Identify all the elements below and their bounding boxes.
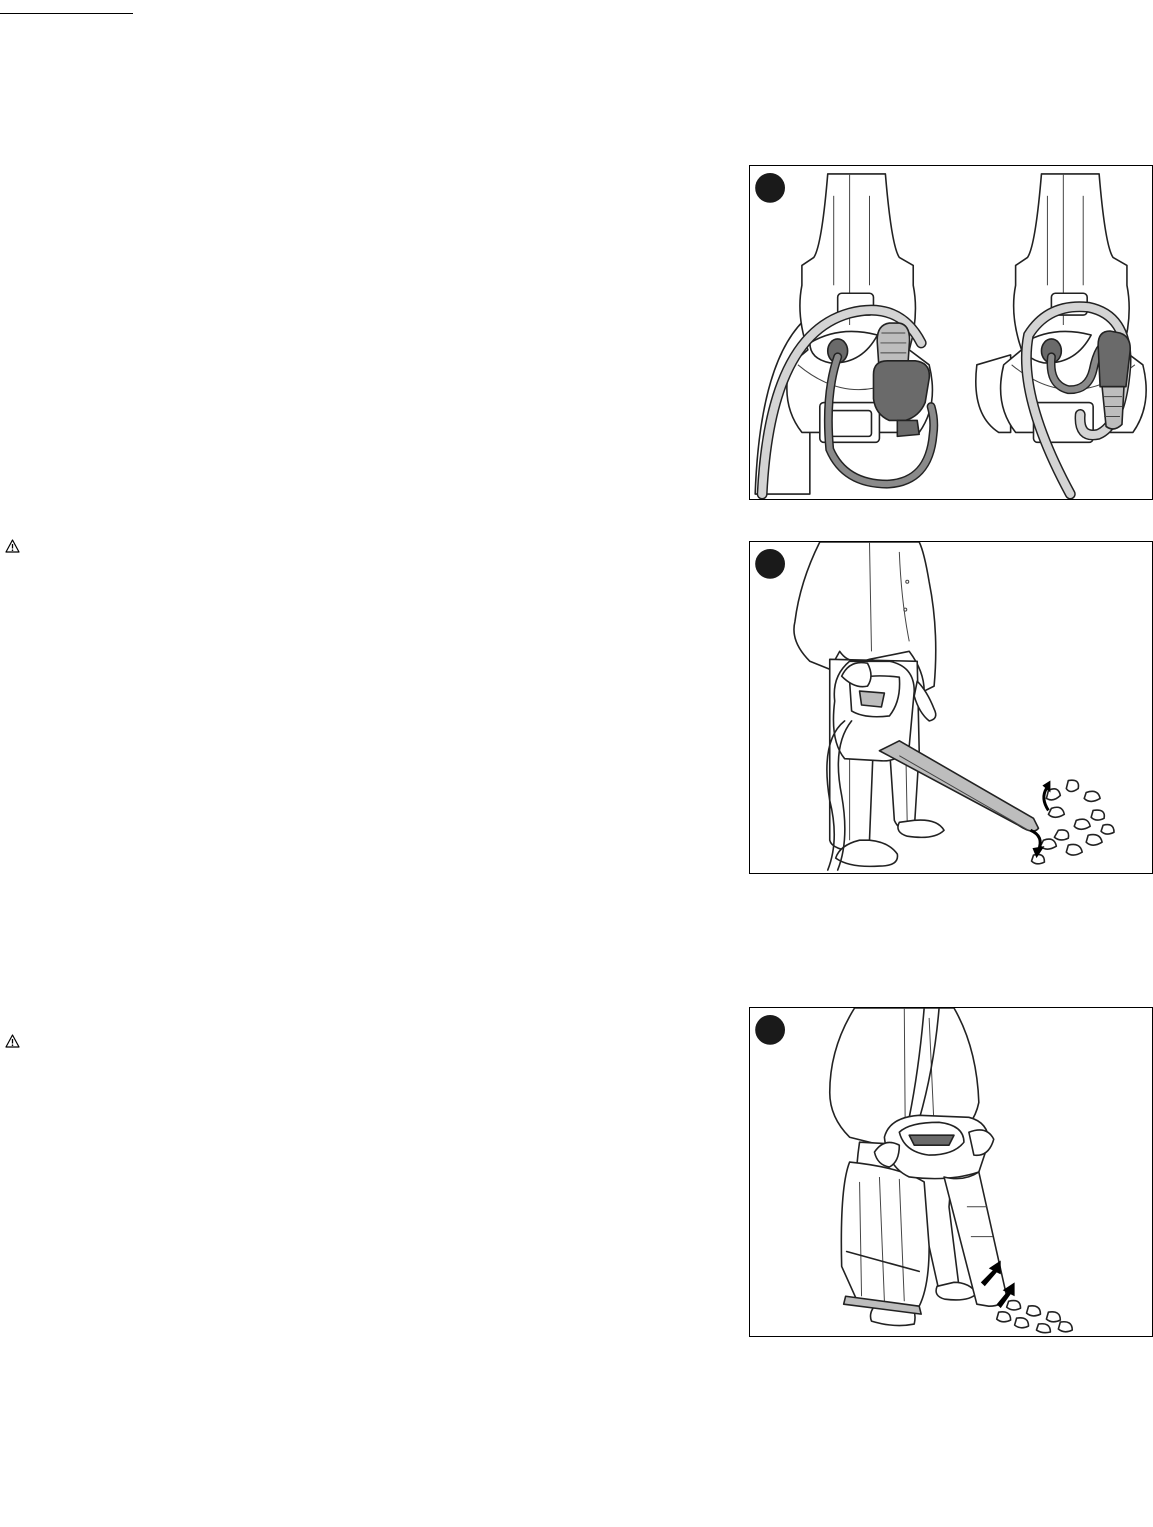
cord-retainer-figure xyxy=(749,165,1153,500)
warning-triangle-icon xyxy=(5,539,20,553)
cord-retainer-illustration xyxy=(750,166,1152,499)
vacuum-figure xyxy=(749,1007,1153,1337)
blowing-illustration xyxy=(750,542,1152,873)
collection-bag xyxy=(841,1162,929,1314)
header-rule xyxy=(0,13,133,14)
warning-triangle-icon xyxy=(5,1034,20,1048)
vacuum-illustration xyxy=(750,1008,1152,1336)
figure-number-badge xyxy=(755,549,785,579)
figure-number-badge xyxy=(755,1015,785,1045)
blowing-figure xyxy=(749,541,1153,874)
figure-number-badge xyxy=(755,173,785,203)
leaves-cluster xyxy=(997,1301,1073,1333)
